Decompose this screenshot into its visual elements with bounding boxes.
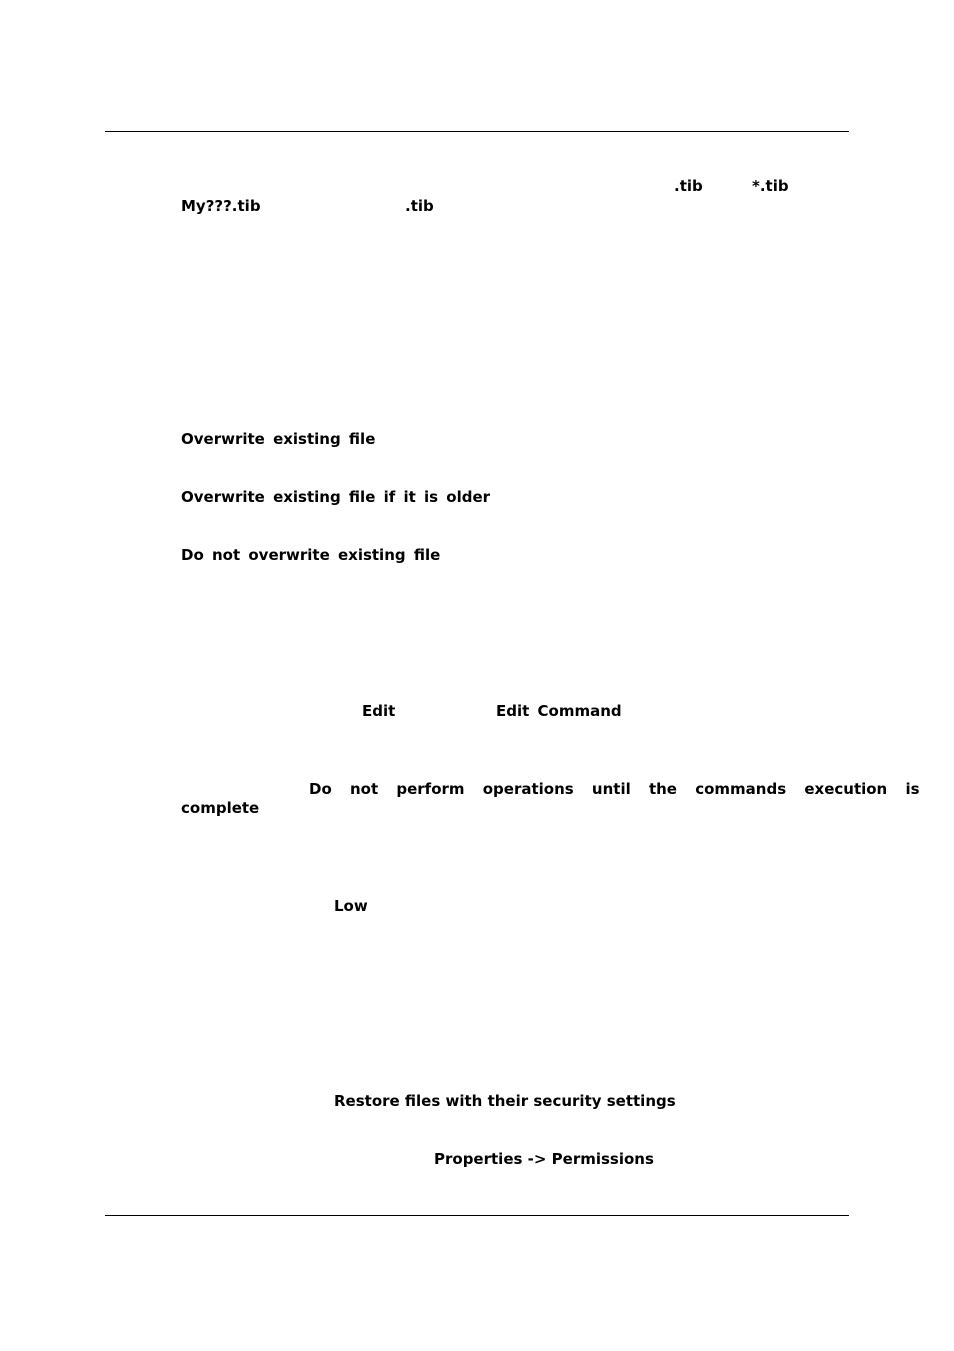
tib-extension-text-2: .tib xyxy=(405,197,434,215)
overwrite-if-older-option: Overwrite existing file if it is older xyxy=(181,488,491,506)
complete-text: complete xyxy=(181,799,260,817)
footer-rule xyxy=(105,1215,849,1216)
edit-command-label: Edit Command xyxy=(496,702,622,720)
edit-label: Edit xyxy=(362,702,396,720)
do-not-perform-option: Do not perform operations until the commands execution is xyxy=(309,780,920,798)
restore-security-option: Restore files with their security settings xyxy=(334,1092,676,1110)
overwrite-existing-option: Overwrite existing file xyxy=(181,430,376,448)
do-not-overwrite-option: Do not overwrite existing file xyxy=(181,546,441,564)
header-rule xyxy=(105,131,849,132)
tib-wildcard-text: *.tib xyxy=(752,177,789,195)
properties-permissions-text: Properties -> Permissions xyxy=(434,1150,654,1168)
priority-low-label: Low xyxy=(334,897,368,915)
tib-mask-text: My???.tib xyxy=(181,197,261,215)
tib-extension-text: .tib xyxy=(674,177,703,195)
